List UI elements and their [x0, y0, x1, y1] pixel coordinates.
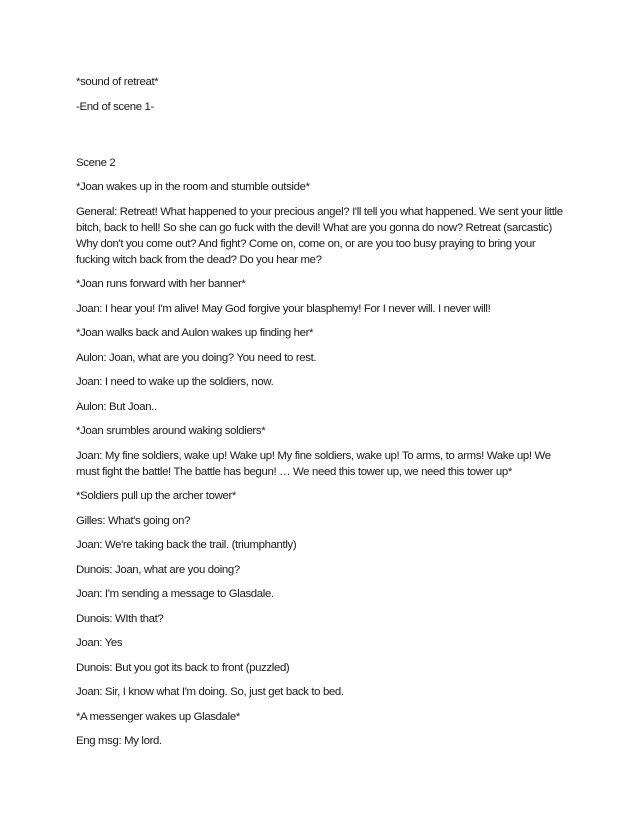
paragraph-stage-direction: *Joan srumbles around waking soldiers*: [76, 425, 266, 437]
paragraph-dialogue: General: Retreat! What happened to your precious angel? I'll tell you what happened. We sent your little bitch, back to hell! So she can go fuck with the devil! What are you gonna do now? Retreat (sarcastic) Why don't you come out? And fight? Come on, come on, or are you too busy praying to bring your fucking witch back from the dead? Do you hear me?: [76, 205, 563, 266]
paragraph-stage-direction: *Soldiers pull up the archer tower*: [76, 490, 236, 502]
paragraph-dialogue: Gilles: What's going on?: [76, 514, 191, 527]
paragraph-dialogue: Eng msg: My lord.: [76, 735, 162, 747]
paragraph-scene-end: -End of scene 1-: [76, 100, 154, 113]
paragraph-scene-heading: Scene 2: [76, 156, 116, 169]
paragraph-stage-direction: *sound of retreat*: [76, 76, 159, 88]
paragraph-dialogue: Dunois: But you got its back to front (puzzled): [76, 661, 290, 674]
paragraph-stage-direction: *A messenger wakes up Glasdale*: [76, 710, 240, 723]
paragraph-dialogue: Joan: We're taking back the trail. (triumphantly): [76, 539, 297, 551]
paragraph-dialogue: Joan: Sir, I know what I'm doing. So, just get back to bed.: [76, 686, 344, 698]
paragraph-dialogue: Dunois: WIth that?: [76, 612, 164, 625]
paragraph-stage-direction: *Joan walks back and Aulon wakes up finding her*: [76, 327, 314, 339]
paragraph-stage-direction: *Joan wakes up in the room and stumble outside*: [76, 181, 310, 193]
paragraph-dialogue: Joan: I hear you! I'm alive! May God forgive your blasphemy! For I never will. I never will!: [76, 302, 491, 315]
paragraph-stage-direction: *Joan runs forward with her banner*: [76, 278, 246, 290]
paragraph-dialogue: Joan: I need to wake up the soldiers, now.: [76, 376, 274, 388]
paragraph-dialogue: Joan: Yes: [76, 637, 123, 649]
document-body: [76, 74, 566, 758]
paragraph-dialogue: Aulon: Joan, what are you doing? You need to rest.: [76, 351, 317, 364]
paragraph-dialogue: Joan: I'm sending a message to Glasdale.: [76, 588, 274, 600]
paragraph-dialogue: Joan: My fine soldiers, wake up! Wake up! My fine soldiers, wake up! To arms, to arms! Wake up! We must fight the battle! The battle has begun! … We need this tower up, we need this tower up*: [76, 449, 551, 478]
paragraph-dialogue: Aulon: But Joan..: [76, 400, 157, 413]
paragraph-dialogue: Dunois: Joan, what are you doing?: [76, 563, 240, 576]
